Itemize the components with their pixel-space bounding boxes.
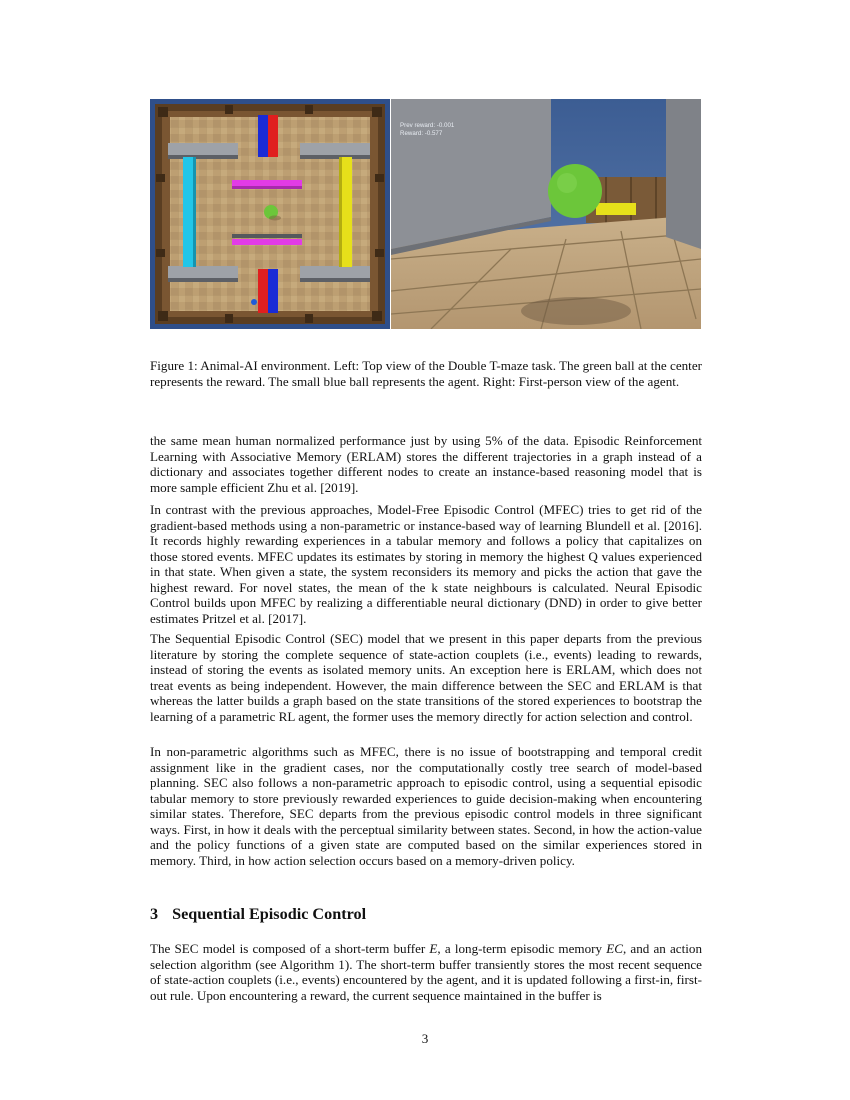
section-heading xyxy=(150,905,366,924)
top-door xyxy=(258,115,278,157)
figure-caption: Figure 1: Animal-AI environment. Left: Top view of the Double T-maze task. The green ball at the center represents the reward. The small blue ball represents the agent. Right: First-person view of the agent. xyxy=(150,358,702,389)
paragraph-non-parametric: In non-parametric algorithms such as MFEC, there is no issue of bootstrapping and temporal credit assignment like in the gradient cases, nor the computationally costly tree search of model-based planning. SEC also follows a non-parametric approach to episodic control, using a sequential episodic tabular memory to store previously rewarded experiences to guide decision-making when encountering similar states. Therefore, SEC departs from the previous episodic control models in three significant ways. First, in how it deals with the perceptual similarity between states. Second, in how the action-value and the policy functions of a given state are computed based on the similar experiences stored in memory. Third, in how action selection occurs based on a memory-driven policy. xyxy=(150,744,702,868)
bottom-door xyxy=(258,269,278,313)
p5-text-a: The SEC model is composed of a short-term buffer xyxy=(150,941,430,956)
magenta-barrier-top xyxy=(232,180,302,186)
first-person-view xyxy=(391,99,701,329)
p5-text-b: , a long-term episodic memory xyxy=(437,941,607,956)
math-EC: EC xyxy=(606,941,623,956)
cyan-wall xyxy=(183,157,193,267)
paragraph-sec-model xyxy=(150,941,702,1003)
p5-text-c: , and an action selection algorithm (see Algorithm 1). The short-term buffer transiently stores the most recent sequence of state-action couplets (i.e., events) encountered by the agent, and it is updated following a first-in, first-out rule. Upon encountering a reward, the current sequence maintained in the buffer is xyxy=(150,941,702,1003)
double-t-maze-top-view xyxy=(150,99,390,329)
green-reward-ball xyxy=(548,164,602,218)
hud-reward: Reward: -0.577 xyxy=(400,130,443,137)
top-view-image xyxy=(150,99,390,329)
section-number: 3 xyxy=(150,905,159,923)
paragraph-sec-intro: The Sequential Episodic Control (SEC) model that we present in this paper departs from the previous literature by storing the complete sequence of state-action couplets (i.e., events) leading to rewards, instead of storing the events as isolated memory units. An exception here is ERLAM, which does not treat events as being independent. However, the main difference between the SEC and ERLAM is that whereas the latter builds a graph based on the state transitions of the stored experiences to bootstrap the learning of a parametric RL agent, the former uses the memory directly for action selection and control. xyxy=(150,631,702,724)
yellow-wall xyxy=(342,157,352,267)
math-E: E xyxy=(429,941,438,956)
section-title: Sequential Episodic Control xyxy=(172,905,367,923)
first-person-view-image xyxy=(391,99,701,329)
hud-prev-reward: Prev reward: -0.001 xyxy=(400,122,455,129)
yellow-wall-distant xyxy=(596,203,636,215)
blue-agent-ball xyxy=(251,299,257,305)
figure-1 xyxy=(150,99,701,329)
paragraph-erlam: the same mean human normalized performance just by using 5% of the data. Episodic Reinforcement Learning with Associative Memory (ERLAM) stores the different trajectories in a graph instead of a dictionary and associates together different nodes to create an instance-based reasoning model that is more sample efficient Zhu et al. [2019]. xyxy=(150,433,702,495)
paragraph-mfec: In contrast with the previous approaches, Model-Free Episodic Control (MFEC) tries to get rid of the gradient-based methods using a non-parametric or instance-based way of learning Blundell et al. [2016]. It records highly rewarding experiences in a tabular memory and follows a policy that capitalizes on those stored events. MFEC updates its estimates by storing in memory the highest Q values experienced in that state. When given a state, the system reconsiders its memory and picks the action that gave the highest reward. For novel states, the mean of the k state neighbours is calculated. Neural Episodic Control builds upon MFEC by realizing a differentiable neural dictionary (DND) in order to give better estimates Pritzel et al. [2017]. xyxy=(150,502,702,626)
gray-wall-right xyxy=(666,99,701,249)
magenta-barrier-bottom xyxy=(232,239,302,245)
page-number: 3 xyxy=(421,1031,429,1046)
